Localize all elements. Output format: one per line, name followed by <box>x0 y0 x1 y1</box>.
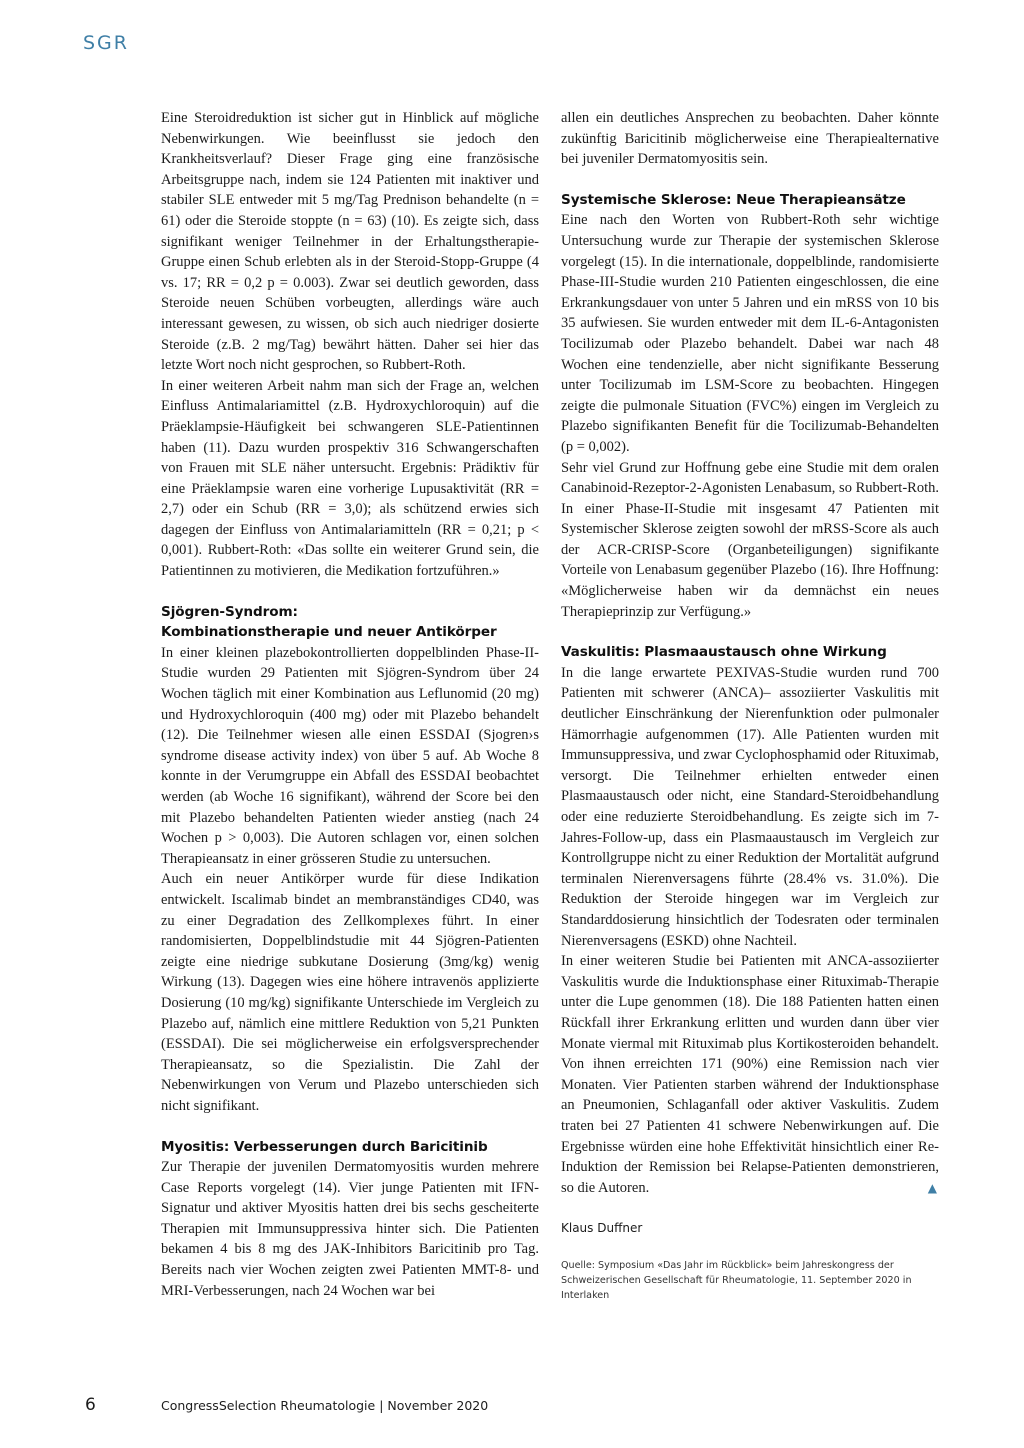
paragraph-lenabasum: Sehr viel Grund zur Hoffnung gebe eine Studie mit dem oralen Canabinoid-Rezeptor-2-Agonisten Lenabasum, so Rubbert-Roth. In einer Phase-II-Studie mit insgesamt 47 Patienten mit Systemischer Sklerose zeigten sowohl der mRSS-Score als auch der ACR-CRISP-Score (Organbeteiligungen) signifikante Vorteile von Lenabasum gegenüber Plazebo (16). Ihre Hoffnung: «Möglicherweise haben wir da demnächst ein neues Therapieprinzip zur Verfügung.» <box>561 459 939 620</box>
end-of-article-icon: ▲ <box>927 1180 937 1195</box>
heading-sjogren-line2: Kombinationstherapie und neuer Antikörper <box>161 624 497 641</box>
paragraph-rituximab <box>561 951 939 1198</box>
paragraph-steroid-reduction: Eine Steroidreduktion ist sicher gut in Hinblick auf mögliche Nebenwirkungen. Wie beeinflusst sie jedoch den Krankheitsverlauf? Dieser Frage ging eine französische Arbeitsgruppe nach, indem sie 124 Patienten mit inaktiver und stabiler SLE entweder mit 5 mg/Tag Prednison behandelte (n = 61) oder die Steroide stoppte (n = 63) (10). Es zeigte sich, dass signifikant weniger Teilnehmer in der Erhaltungstherapie-Gruppe einen Schub erlebten als in der Steroid-Stopp-Gruppe (4 vs. 17; RR = 0,2 p = 0.003). Zwar sei deutlich geworden, dass Steroide neuen Schüben vorbeugten, allerdings wäre auch interessant gewesen, zu wissen, ob sich auch niedriger dosierte Steroide (z.B. 2 mg/Tag) bewährt hätten. Daher sei hier das letzte Wort noch nicht gesprochen, so Rubbert-Roth. <box>161 110 539 374</box>
paragraph-pexivas: In die lange erwartete PEXIVAS-Studie wurden rund 700 Patienten mit schwerer (ANCA)– assoziierter Vaskulitis mit deutlicher Einschränkung der Nierenfunktion oder pulmonaler Hämorrhagie aufgenommen (17). Alle Patienten wurden mit Immunsuppressiva, und zwar Cyclophosphamid oder Rituximab, versorgt. Die Teilnehmer erhielten entweder einen Plasmaaustausch oder nicht, eine Standard-Steroidbehandlung oder eine reduzierte Steroidbehandlung. Es zeigte sich im 7-Jahres-Follow-up, dass ein Plasmaaustausch im Vergleich zur Kontrollgruppe nicht zu einer Reduktion der Mortalität aufgrund terminalen Nierenversagens führte (28.4% vs. 31.0%). Die Reduktion der Steroide hingegen war im Vergleich zur Standarddosierung hinsichtlich der Todesraten oder terminalen Nierenversagens (ESKD) ohne Nachteil. <box>561 664 939 949</box>
heading-sjogren-line1: Sjögren-Syndrom: <box>161 603 298 620</box>
heading-vaskulitis: Vaskulitis: Plasmaaustausch ohne Wirkung <box>561 644 887 661</box>
paragraph-tocilizumab: Eine nach den Worten von Rubbert-Roth sehr wichtige Untersuchung wurde zur Therapie der systemischen Sklerose vorgelegt (15). In die internationale, doppelblinde, randomisierte Phase-III-Studie wurden 210 Patienten eingeschlossen, die eine Erkrankungsdauer von unter 5 Jahren und ein mRSS von 10 bis 35 aufwiesen. Sie wurden entweder mit dem IL-6-Antagonisten Tocilizumab oder Plazebo behandelt. Dabei war nach 48 Wochen eine tendenzielle, aber nicht signifikante Besserung unter Tocilizumab im LSM-Score zu beobachten. Hingegen zeigte die pulmonale Situation (FVC%) eingen im Vergleich zu Plazebo signifikanten Benefit für die Tocilizumab-Behandelten (p = 0,002). <box>561 212 939 455</box>
paragraph-baricitinib: Zur Therapie der juvenilen Dermatomyositis wurden mehrere Case Reports vorgelegt (14). Vier junge Patienten mit IFN-Signatur und aktiver Myositis hatten drei bis sechs gescheiterte Therapien mit Immunsuppressiva hinter sich. Die Patienten bekamen 4 bis 8 mg des JAK-Inhibitors Baricitinib pro Tag. Bereits nach vier Wochen zeigten zwei Patienten MMT-8- und MRI-Verbesserungen, nach 24 Wochen war bei <box>161 1159 539 1299</box>
heading-myositis: Myositis: Verbesserungen durch Baricitinib <box>161 1138 488 1155</box>
journal-logo: SGR <box>83 32 129 54</box>
paragraph-sjogren-combination: In einer kleinen plazebokontrollierten doppelblinden Phase-II-Studie wurden 29 Patienten mit Sjögren-Syndrom über 24 Wochen täglich mit einer Kombination aus Leflunomid (20 mg) und Hydroxychloroquin (400 mg) oder mit Plazebo behandelt (12). Die Teilnehmer wiesen alle einen ESSDAI (Sjogren›s syndrome disease activity index) von über 5 auf. Ab Woche 8 konnte in der Verumgruppe ein Abfall des ESSDAI beobachtet werden (ab Woche 16 signifikant), während der Score bei den mit Plazebo behandelten Patienten wieder anstieg (nach 24 Wochen p > 0,003). Die Autoren schlagen vor, einen solchen Therapieansatz in einer grösseren Studie zu untersuchen. <box>161 644 539 867</box>
paragraph-antimalarial: In einer weiteren Arbeit nahm man sich der Frage an, welchen Einfluss Antimalariamittel (z.B. Hydroxychloroquin) auf die Präeklampsie-Häufigkeit bei schwangeren SLE-Patientinnen haben (11). Dazu wurden prospektiv 316 Schwangerschaften von Frauen mit SLE näher untersucht. Ergebnis: Prädiktiv für eine Präeklampsie waren eine vorherige Lupusaktivität (RR = 2,7) oder ein Schub (RR = 3,0); als schützend erwies sich dagegen der Einfluss von Antimalariamitteln (RR = 0,21; p < 0,001). Rubbert-Roth: «Das sollte ein weiterer Grund sein, die Patientinnen zu motivieren, die Medikation fortzuführen.» <box>161 377 539 580</box>
page-number: 6 <box>85 1395 96 1415</box>
heading-sklerose: Systemische Sklerose: Neue Therapieansätze <box>561 191 906 208</box>
publication-footer: CongressSelection Rheumatologie | November 2020 <box>161 1398 489 1413</box>
author-name: Klaus Duffner <box>561 1221 643 1236</box>
source-note: Quelle: Symposium «Das Jahr im Rückblick» beim Jahreskongress der Schweizerischen Gesellschaft für Rheumatologie, 11. September 2020 in Interlaken <box>561 1260 912 1302</box>
paragraph-baricitinib-continued: allen ein deutliches Ansprechen zu beobachten. Daher könnte zukünftig Baricitinib möglicherweise eine Therapiealternative bei juveniler Dermatomyositis sein. <box>561 110 939 168</box>
paragraph-rituximab-text: In einer weiteren Studie bei Patienten mit ANCA-assoziierter Vaskulitis wurde die Induktionsphase einer Rituximab-Therapie unter die Lupe genommen (18). Die 188 Patienten hatten einen Rückfall ihrer Erkrankung erlitten und wurden dann über vier Monate viermal mit Rituximab plus Kortikosteroiden behandelt. Von ihnen erreichten 171 (90%) eine Remission nach vier Monaten. Vier Patienten starben während der Induktionsphase an Pneumonien, Schlaganfall oder aktiver Vaskulitis. Zudem traten bei 27 Patienten 41 schwere Nebenwirkungen auf. Die Ergebnisse würden eine hohe Effektivität hinsichtlich einer Re-Induktion der Remission bei Relapse-Patienten demonstrieren, so die Autoren. <box>561 953 939 1196</box>
paragraph-iscalimab: Auch ein neuer Antikörper wurde für diese Indikation entwickelt. Iscalimab bindet an membranständiges CD40, was zu einer Degradation des Zellkomplexes führt. In einer randomisierten, Doppelblindstudie mit 44 Sjögren-Patienten zeigte eine niedrige subkutane Dosierung (3mg/kg) wenig Wirkung (13). Dagegen wies eine höhere intravenös applizierte Dosierung (10 mg/kg) signifikante Unterschiede im Vergleich zu Plazebo auf, nämlich eine mittlere Reduktion von 5,21 Punkten (ESSDAI). Die sei möglicherweise ein erfolgsversprechender Therapieansatz, so die Spezialistin. Die Zahl der Nebenwirkungen von Verum und Plazebo unterschieden sich nicht signifikant. <box>161 871 539 1114</box>
left-column <box>161 108 539 1301</box>
right-column <box>561 108 939 1303</box>
